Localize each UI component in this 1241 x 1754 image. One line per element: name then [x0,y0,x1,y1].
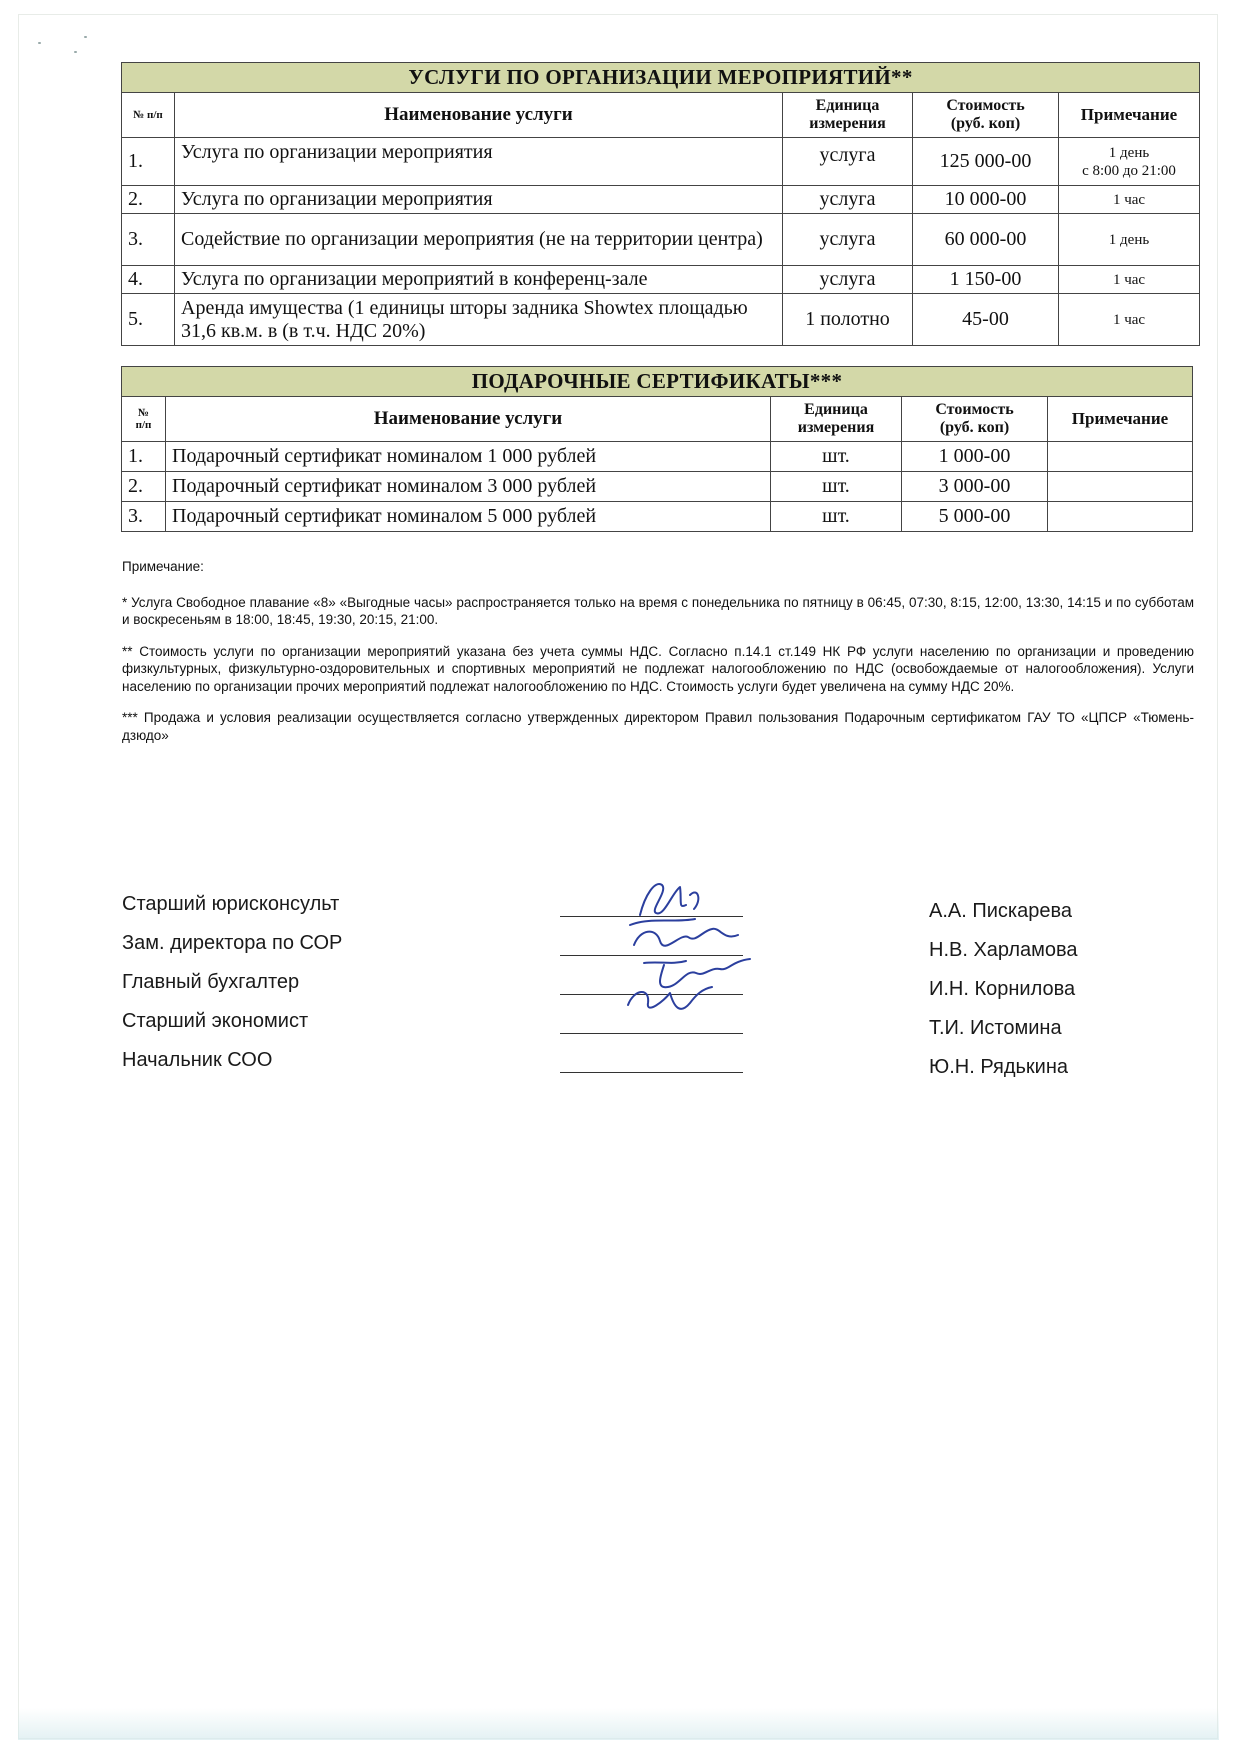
row-cost: 45-00 [913,294,1059,346]
row-cost: 1 150-00 [913,266,1059,294]
signature-stroke [640,884,698,915]
scan-speck [84,36,87,38]
header-unit-line1: Единица [804,401,868,419]
row-num: 2. [122,186,175,214]
certificates-title-row [122,367,1193,397]
header-unit-line2: измерения [809,115,886,132]
signature-line [560,1072,743,1073]
signer-name-4: Т.И. Истомина [929,1017,1062,1039]
handwritten-signatures [620,865,780,1035]
row-unit: услуга [783,138,913,186]
row-num: 3. [122,502,166,532]
row-name: Подарочный сертификат номиналом 3 000 рублей [166,472,771,502]
scan-speck [38,42,41,44]
note-3: *** Продажа и условия реализации осуществляется согласно утвержденных директором Правил пользования Подарочным сертификатом ГАУ ТО «ЦПСР «Тюмень-дзюдо» [122,710,1194,743]
header-num-line1: № [137,406,150,419]
row-unit: 1 полотно [783,294,913,346]
row-num: 3. [122,214,175,266]
row-num: 5. [122,294,175,346]
row-name: Подарочный сертификат номиналом 5 000 рублей [166,502,771,532]
row-note: 1 час [1059,294,1200,346]
signer-position-1: Старший юрисконсульт [122,893,340,915]
row-unit: шт. [771,472,902,502]
header-name: Наименование услуги [166,397,771,442]
header-cost [913,93,1059,138]
header-unit-line1: Единица [815,97,880,115]
header-cost-line2: (руб. коп) [939,419,1010,436]
row-name: Аренда имущества (1 единицы шторы задника Showtex площадью 31,6 кв.м. в (в т.ч. НДС 20%) [175,294,783,346]
notes-section [122,558,1194,758]
row-note [1048,502,1193,532]
row-name: Услуга по организации мероприятия [175,186,783,214]
row-cost: 60 000-00 [913,214,1059,266]
row-note-line1: 1 день [1108,144,1150,161]
row-note-line2: с 8:00 до 21:00 [1082,162,1176,179]
row-num: 1. [122,138,175,186]
row-cost: 10 000-00 [913,186,1059,214]
header-num-line2: п/п [135,419,152,431]
row-name: Подарочный сертификат номиналом 1 000 рублей [166,442,771,472]
services-header-row [122,93,1200,138]
table-row [122,138,1200,186]
table-row [122,266,1200,294]
signer-name-3: И.Н. Корнилова [929,978,1076,1000]
row-num: 1. [122,442,166,472]
signer-position-3: Главный бухгалтер [122,971,300,993]
certificates-table [121,366,1193,532]
signer-position-2: Зам. директора по СОР [122,932,343,954]
row-cost: 3 000-00 [902,472,1048,502]
table-row [122,214,1200,266]
scan-tint [18,1708,1219,1740]
header-unit [771,397,902,442]
header-cost-line2: (руб. коп) [950,115,1021,132]
signer-position-5: Начальник СОО [122,1049,273,1071]
row-unit: услуга [783,214,913,266]
signature-stroke [628,987,712,1009]
note-2: ** Стоимость услуги по организации мероприятий указана без учета суммы НДС. Согласно п.14.1 ст.149 НК РФ услуги населению по организации и проведению физкультурных, физкультурно-оздоровительных и спортивных мероприятий не подлежат налогообложению по НДС (освобождаемые от налогообложения). Услуги населению по организации прочих мероприятий подлежат налогообложению по НДС. Стоимость услуги будет увеличена на сумму НДС 20%. [122,643,1194,694]
header-cost-line1: Стоимость [935,401,1014,419]
table-row [122,442,1193,472]
header-unit [783,93,913,138]
header-cost [902,397,1048,442]
row-unit: шт. [771,442,902,472]
row-unit: услуга [783,186,913,214]
signer-position-4: Старший экономист [122,1010,309,1032]
table-row [122,502,1193,532]
certificates-header-row [122,397,1193,442]
row-cost: 125 000-00 [913,138,1059,186]
signature-stroke [644,959,750,987]
signer-name-1: А.А. Пискарева [929,900,1072,922]
row-num: 2. [122,472,166,502]
row-unit: услуга [783,266,913,294]
row-note: 1 день [1059,214,1200,266]
signer-name-5: Ю.Н. Рядькина [929,1056,1069,1078]
notes-heading: Примечание: [122,559,204,574]
row-unit: шт. [771,502,902,532]
services-table [121,62,1200,346]
header-num: № п/п [122,93,175,138]
row-note [1048,442,1193,472]
header-name: Наименование услуги [175,93,783,138]
table-row [122,294,1200,346]
scan-speck [74,51,77,53]
services-title-row [122,63,1200,93]
row-name: Услуга по организации мероприятий в конференц-зале [175,266,783,294]
header-unit-line2: измерения [797,419,875,436]
row-name: Услуга по организации мероприятия [175,138,783,186]
row-cost: 1 000-00 [902,442,1048,472]
header-note: Примечание [1059,93,1200,138]
row-note: 1 час [1059,186,1200,214]
certificates-table-title: ПОДАРОЧНЫЕ СЕРТИФИКАТЫ*** [122,367,1193,397]
signer-name-2: Н.В. Харламова [929,939,1078,961]
header-note: Примечание [1048,397,1193,442]
header-num [122,397,166,442]
row-cost: 5 000-00 [902,502,1048,532]
row-num: 4. [122,266,175,294]
row-note [1048,472,1193,502]
table-row [122,472,1193,502]
header-cost-line1: Стоимость [946,97,1025,115]
row-note [1059,138,1200,186]
table-row [122,186,1200,214]
services-table-title: УСЛУГИ ПО ОРГАНИЗАЦИИ МЕРОПРИЯТИЙ** [122,63,1200,93]
row-name: Содействие по организации мероприятия (не на территории центра) [175,214,783,266]
signature-stroke [630,919,738,946]
note-1: * Услуга Свободное плавание «8» «Выгодные часы» распространяется только на время с понедельника по пятницу в 06:45, 07:30, 8:15, 12:00, 13:30, 14:15 и по субботам и воскресеньям в 18:00, 18:45, 19:30, 20:15, 21:00. [122,594,1194,628]
row-note: 1 час [1059,266,1200,294]
